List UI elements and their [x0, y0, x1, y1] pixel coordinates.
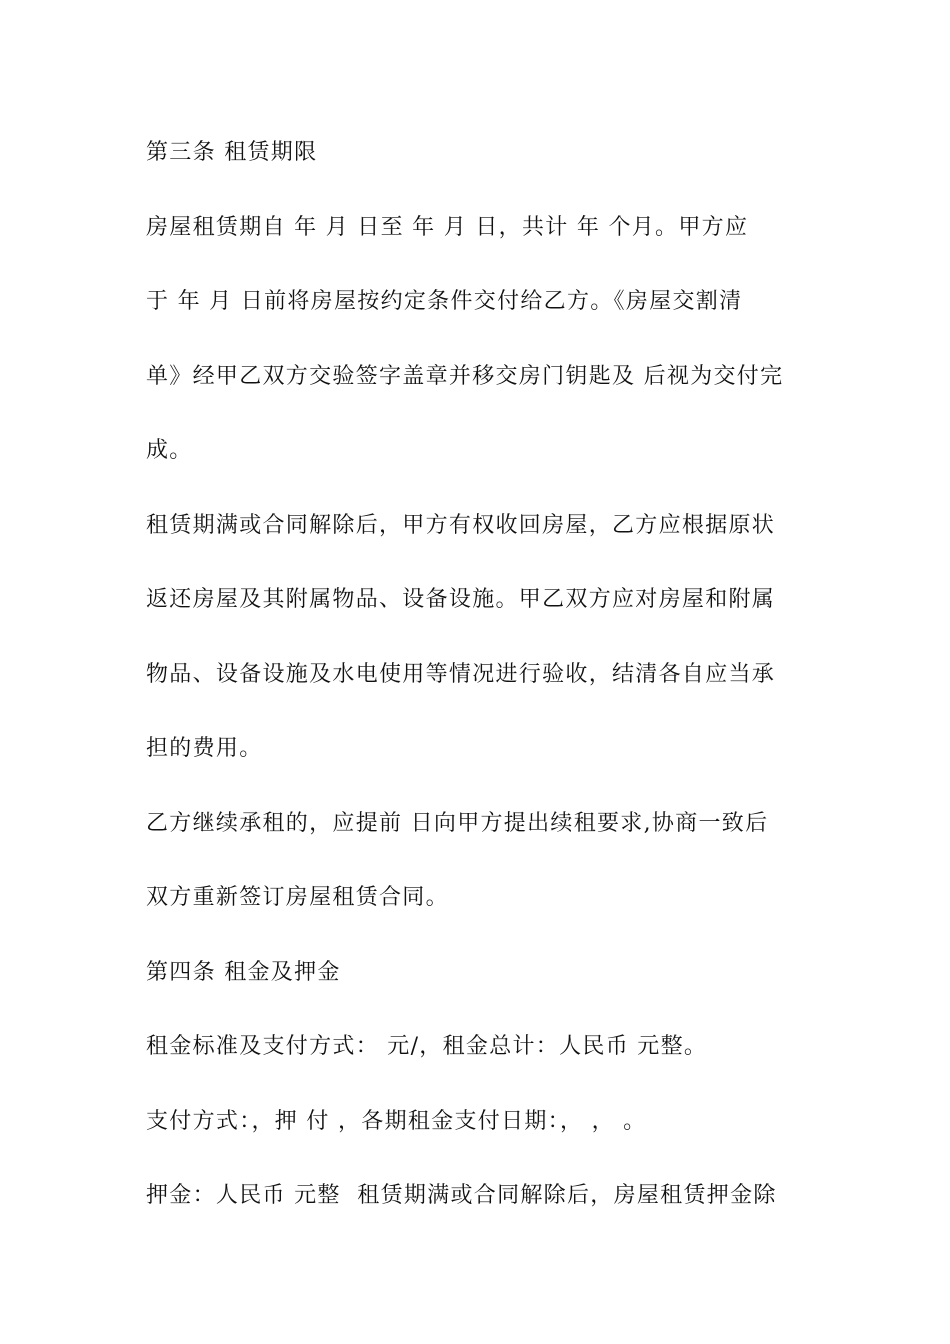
article-4-heading: 第四条 租金及押金 — [146, 960, 341, 985]
paragraph-line: 双方重新签订房屋租赁合同。 — [146, 885, 449, 910]
paragraph-line: 担的费用。 — [146, 736, 263, 761]
paragraph-line: 支付方式：，押 付 ，各期租金支付日期：， ， 。 — [146, 1109, 647, 1134]
paragraph-line: 押金：人民币 元整 租赁期满或合同解除后，房屋租赁押金除 — [146, 1183, 777, 1208]
paragraph-line: 租赁期满或合同解除后，甲方有权收回房屋，乙方应根据原状 — [146, 513, 776, 538]
paragraph-line: 返还房屋及其附属物品、设备设施。甲乙双方应对房屋和附属 — [146, 587, 776, 612]
paragraph-line: 成。 — [146, 438, 193, 463]
paragraph-line: 单》经甲乙双方交验签字盖章并移交房门钥匙及 后视为交付完 — [146, 364, 784, 389]
paragraph-line: 乙方继续承租的，应提前 日向甲方提出续租要求,协商一致后 — [146, 811, 769, 836]
paragraph-line: 租金标准及支付方式： 元/，租金总计：人民币 元整。 — [146, 1034, 708, 1059]
paragraph-line: 于 年 月 日前将房屋按约定条件交付给乙方。《房屋交割清 — [146, 289, 743, 314]
paragraph-line: 物品、设备设施及水电使用等情况进行验收，结清各自应当承 — [146, 662, 776, 687]
article-3-heading: 第三条 租赁期限 — [146, 140, 318, 165]
paragraph-line: 房屋租赁期自 年 月 日至 年 月 日，共计 年 个月。甲方应 — [146, 215, 749, 240]
